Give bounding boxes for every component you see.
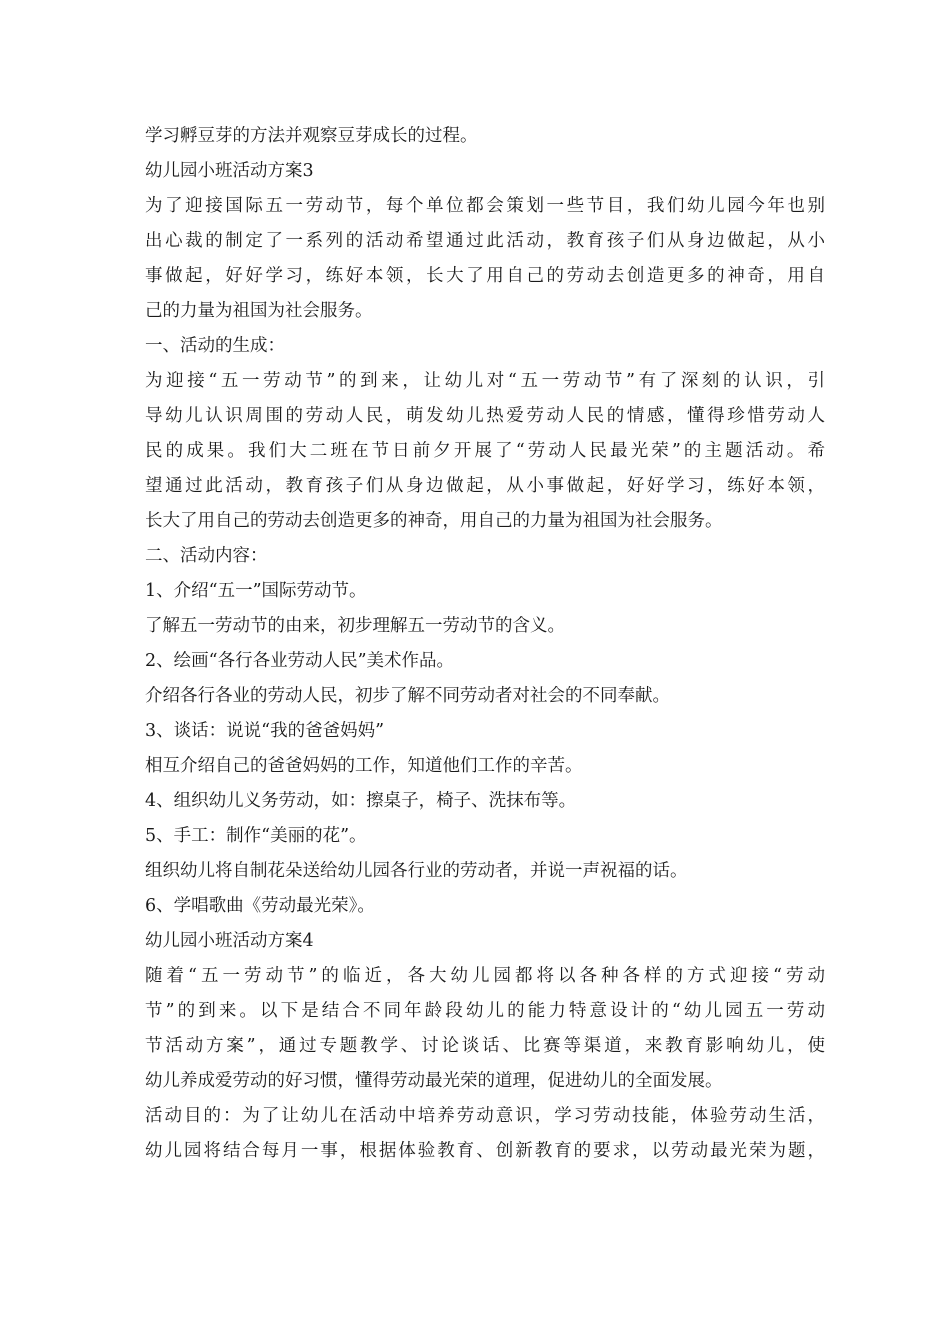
text-line: 己的力量为祖国为社会服务。 [145,301,373,321]
text-line: 幼儿养成爱劳动的好习惯，懂得劳动最光荣的道理，促进幼儿的全面发展。 [145,1071,723,1091]
list-item: 2、绘画“各行各业劳动人民”美术作品。 [145,651,455,671]
list-item: 5、手工：制作“美丽的花”。 [145,826,367,846]
text-line: 导幼儿认识周围的劳动人民，萌发幼儿热爱劳动人民的情感，懂得珍惜劳动人 [145,406,825,426]
section-heading: 幼儿园小班活动方案4 [145,931,314,951]
text-line: 组织幼儿将自制花朵送给幼儿园各行业的劳动者，并说一声祝福的话。 [145,861,688,881]
text-line: 相互介绍自己的爸爸妈妈的工作，知道他们工作的辛苦。 [145,756,583,776]
text-line: 活动目的：为了让幼儿在活动中培养劳动意识，学习劳动技能，体验劳动生活， [145,1106,825,1126]
list-item: 4、组织幼儿义务劳动，如：擦桌子，椅子、洗抹布等。 [145,791,577,811]
text-line: 学习孵豆芽的方法并观察豆芽成长的过程。 [145,126,478,146]
text-line: 为迎接“五一劳动节”的到来，让幼儿对“五一劳动节”有了深刻的认识，引 [145,371,825,391]
text-line: 望通过此活动，教育孩子们从身边做起，从小事做起，好好学习，练好本领， [145,476,825,496]
subheading: 二、活动内容： [145,546,268,566]
text-line: 了解五一劳动节的由来，初步理解五一劳动节的含义。 [145,616,565,636]
text-line: 长大了用自己的劳动去创造更多的神奇，用自己的力量为祖国为社会服务。 [145,511,723,531]
section-heading: 幼儿园小班活动方案3 [145,161,314,181]
text-line: 事做起，好好学习，练好本领，长大了用自己的劳动去创造更多的神奇，用自 [145,266,825,286]
subheading: 一、活动的生成： [145,336,285,356]
text-line: 幼儿园将结合每月一事，根据体验教育、创新教育的要求，以劳动最光荣为题， [145,1141,825,1161]
text-line: 随着“五一劳动节”的临近，各大幼儿园都将以各种各样的方式迎接“劳动 [145,966,825,986]
list-item: 1、介绍“五一”国际劳动节。 [145,581,367,601]
list-item: 6、学唱歌曲《劳动最光荣》。 [145,896,375,916]
text-line: 为了迎接国际五一劳动节，每个单位都会策划一些节目，我们幼儿园今年也别 [145,196,825,216]
text-line: 节活动方案”，通过专题教学、讨论谈话、比赛等渠道，来教育影响幼儿，使 [145,1036,825,1056]
text-line: 介绍各行各业的劳动人民，初步了解不同劳动者对社会的不同奉献。 [145,686,670,706]
list-item: 3、谈话：说说“我的爸爸妈妈” [145,721,385,741]
text-line: 节”的到来。以下是结合不同年龄段幼儿的能力特意设计的“幼儿园五一劳动 [145,1001,825,1021]
text-line: 民的成果。我们大二班在节日前夕开展了“劳动人民最光荣”的主题活动。希 [145,441,825,461]
text-line: 出心裁的制定了一系列的活动希望通过此活动，教育孩子们从身边做起，从小 [145,231,825,251]
